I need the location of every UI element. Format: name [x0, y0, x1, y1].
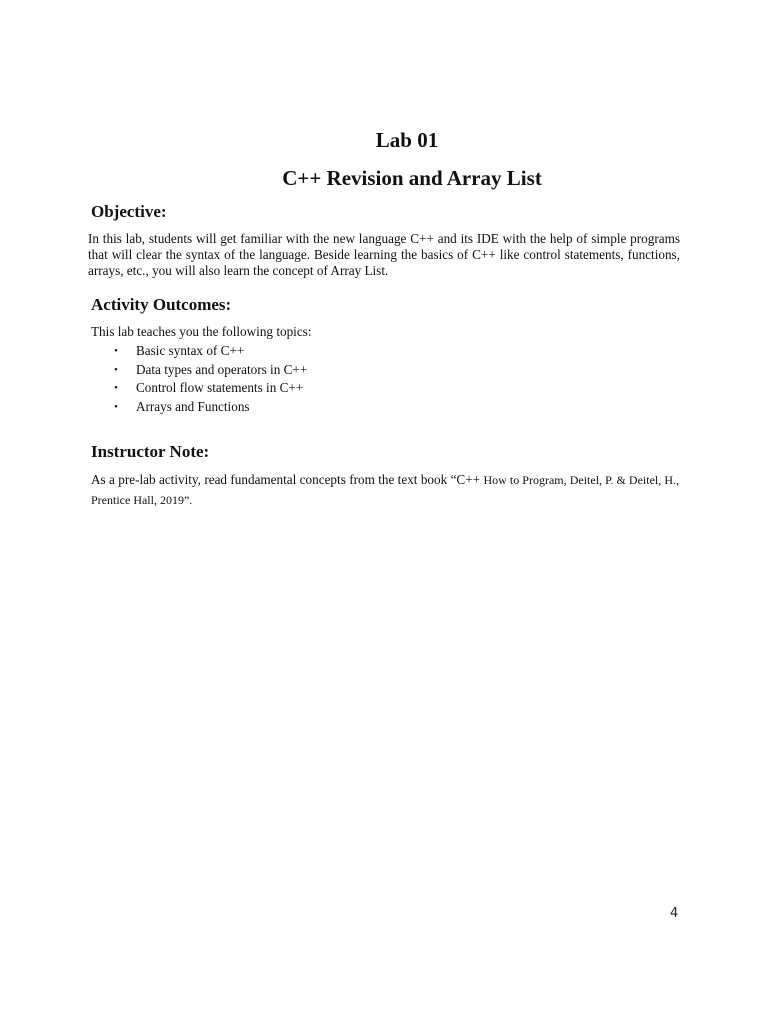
page-number: 4 — [670, 906, 679, 921]
objective-text: In this lab, students will get familiar with the new language C++ and its IDE with the help of simple programs that will clear the syntax of the language. Beside learning the basics of C++ like control statements, functions, arrays, etc., you will also learn the concept of Array List. — [88, 231, 680, 278]
bullet-icon: • — [114, 400, 118, 413]
lab-title-heading: C++ Revision and Array List — [282, 166, 542, 190]
list-item — [112, 398, 307, 417]
topic-label: Basic syntax of C++ — [136, 343, 245, 358]
activity-outcomes-intro: This lab teaches you the following topics: — [91, 324, 312, 339]
instructor-note-text-part2: How to Program, Deitel, P. & Deitel, H., Prentice Hall, 2019”. — [91, 473, 679, 507]
instructor-note-text — [91, 470, 679, 510]
instructor-note-heading: Instructor Note: — [91, 442, 210, 461]
topic-label: Arrays and Functions — [136, 398, 250, 414]
topics-list — [112, 342, 307, 416]
bullet-icon: • — [114, 363, 118, 376]
topic-label: Control flow statements in C++ — [136, 380, 304, 395]
instructor-note-text-part1: As a pre-lab activity, read fundamental concepts from the text book “C++ — [91, 472, 481, 487]
activity-outcomes-heading: Activity Outcomes: — [91, 295, 232, 314]
list-item — [112, 342, 307, 361]
bullet-icon: • — [114, 345, 118, 357]
lab-number-heading: Lab 01 — [375, 128, 439, 152]
list-item — [112, 361, 307, 380]
topic-label: Data types and operators in C++ — [136, 361, 308, 377]
list-item — [112, 379, 307, 398]
bullet-icon: • — [114, 382, 118, 394]
objective-heading: Objective: — [91, 202, 167, 221]
